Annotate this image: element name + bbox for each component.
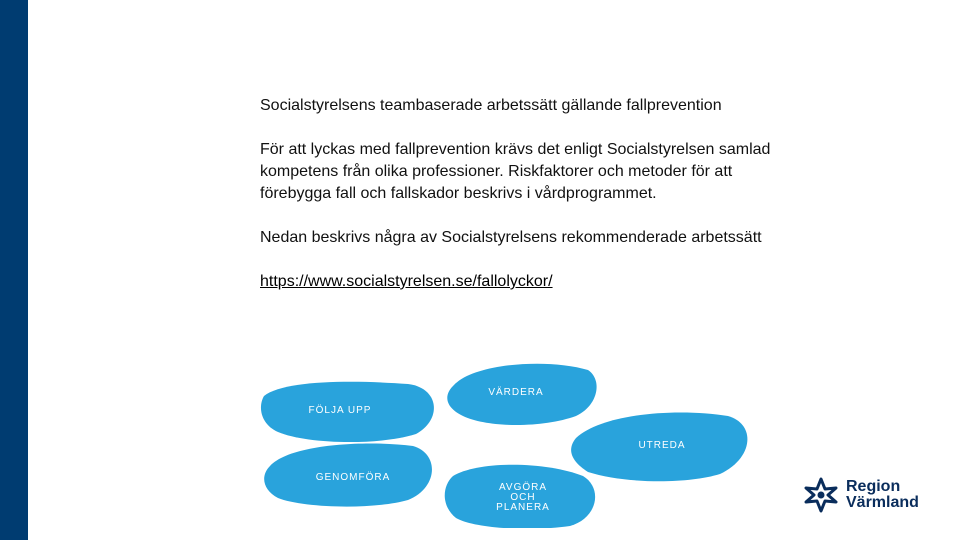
slide-heading: Socialstyrelsens teambaserade arbetssätt gällande fallprevention	[260, 97, 722, 114]
step-avgora-label-1: AVGÖRA	[498, 482, 548, 493]
slide-paragraph-1: För att lyckas med fallprevention krävs det enligt Socialstyrelsen samlad kompetens från olika professioner. Riskfaktorer och metoder för att förebygga fall och fallskador beskrivs i vårdprogrammet.	[260, 141, 771, 202]
process-cycle-diagram	[258, 358, 758, 528]
step-avgora-label-2: OCH	[510, 492, 536, 503]
region-varmland-logo	[802, 476, 919, 514]
step-avgora-label-3: PLANERA	[496, 502, 550, 513]
socialstyrelsen-link[interactable]: https://www.socialstyrelsen.se/fallolyckor/	[260, 273, 553, 290]
step-utreda-label: UTREDA	[638, 440, 686, 451]
step-varder-label: VÄRDERA	[488, 387, 544, 398]
star-flower-icon	[802, 476, 840, 514]
slide-paragraph-2: Nedan beskrivs några av Socialstyrelsens rekommenderade arbetssätt	[260, 229, 762, 246]
step-genomfora-label: GENOMFÖRA	[315, 472, 391, 483]
slide-text	[260, 95, 780, 315]
left-accent-bar	[0, 0, 28, 540]
logo-line-2: Värmland	[846, 494, 919, 511]
logo-line-1: Region	[846, 478, 901, 495]
step-folja-label: FÖLJA UPP	[308, 405, 372, 416]
